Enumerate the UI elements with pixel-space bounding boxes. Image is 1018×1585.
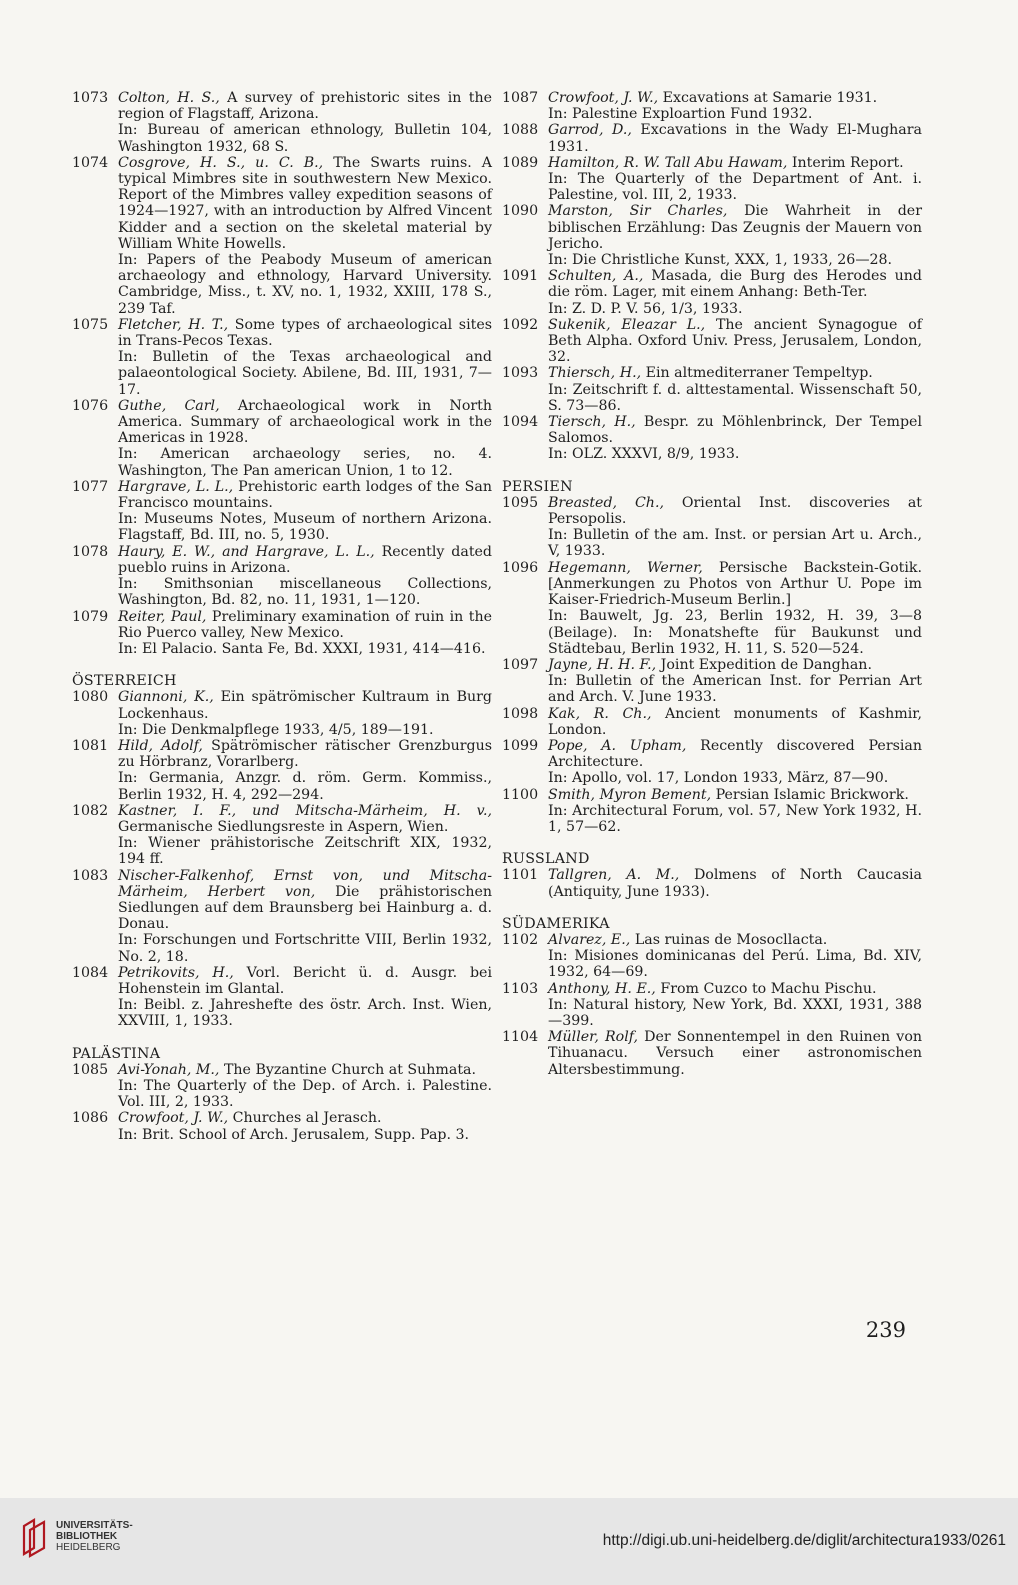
entry-source: In: Bulletin of the Texas archaeological and palaeontological Society. Abilene, Bd. III, 1931, 7—17. <box>118 349 492 398</box>
entry-authors: Hargrave, L. L., <box>118 478 234 495</box>
entry-title: Persian Islamic Brickwork. <box>715 786 909 803</box>
entry-authors: Müller, Rolf, <box>548 1029 639 1046</box>
entry-title: Interim Report. <box>791 154 904 171</box>
entry-number: 1090 <box>502 203 539 220</box>
bibliography-entry <box>502 657 922 706</box>
entry-number: 1082 <box>72 802 109 819</box>
entry-source: In: The Quarterly of the Dep. of Arch. i. Palestine. Vol. III, 2, 1933. <box>118 1077 492 1111</box>
entry-number: 1096 <box>502 559 539 576</box>
library-footer <box>0 1498 1018 1585</box>
entry-authors: Hegemann, Werner, <box>548 559 703 576</box>
bibliography-entry <box>502 787 922 836</box>
entry-authors: Avi-Yonah, M., <box>118 1061 220 1078</box>
entry-title: Ein spätrömischer Kultraum in Burg Lockenhaus. <box>118 689 492 722</box>
bibliography-entry <box>72 544 492 609</box>
entry-authors: Anthony, H. E., <box>548 980 656 997</box>
entry-title: From Cuzco to Machu Pischu. <box>660 980 877 997</box>
library-logo-icon <box>20 1518 50 1558</box>
entry-number: 1073 <box>72 90 109 106</box>
entry-source: In: American archaeology series, no. 4. Washington, The Pan american Union, 1 to 12. <box>118 446 492 479</box>
entry-source: In: Wiener prähistorische Zeitschrift XIX, 1932, 194 ff. <box>118 835 492 868</box>
entry-title: Joint Expedition de Danghan. <box>660 656 872 673</box>
entry-number: 1101 <box>502 867 539 884</box>
entry-number: 1097 <box>502 656 539 673</box>
entry-number: 1080 <box>72 689 109 706</box>
left-column <box>72 90 492 1143</box>
entry-title: The ancient Synagogue of Beth Alpha. Oxford Univ. Press, Jerusalem, London, 32. <box>548 316 922 366</box>
bibliography-entry <box>502 203 922 268</box>
entry-authors: Cosgrove, H. S., u. C. B., <box>118 154 324 171</box>
entry-authors: Thiersch, H., <box>548 365 642 382</box>
entry-authors: Breasted, Ch., <box>548 494 664 511</box>
entry-source: In: Papers of the Peabody Museum of american archaeology and ethnology, Harvard University. Cambridge, Miss., t. XV, no. 1, 1932, XXIII, 178 S., 239 Taf. <box>118 252 492 317</box>
entry-title: Preliminary examination of ruin in the Rio Puerco valley, New Mexico. <box>118 608 492 641</box>
entry-title: Germanische Siedlungsreste in Aspern, Wien. <box>118 818 449 835</box>
entry-number: 1087 <box>502 90 539 106</box>
entry-authors: Tiersch, H., <box>548 414 636 431</box>
source-url-link[interactable]: http://digi.ub.uni-heidelberg.de/diglit/architectura1933/0261 <box>602 1532 1006 1549</box>
entry-number: 1094 <box>502 414 539 431</box>
entry-source: In: The Quarterly of the Department of Ant. i. Palestine, vol. III, 2, 1933. <box>548 171 922 204</box>
bibliography-entry <box>72 689 492 738</box>
bibliography-entry <box>502 414 922 463</box>
entry-title: Excavations at Samarie 1931. <box>662 90 878 106</box>
entry-number: 1081 <box>72 737 109 754</box>
entry-authors: Hamilton, R. W. Tall Abu Hawam, <box>548 154 788 171</box>
entry-title: Recently discovered Persian Architecture. <box>548 737 923 771</box>
bibliography-entry <box>72 1062 492 1111</box>
entry-source: In: Museums Notes, Museum of northern Arizona. Flagstaff, Bd. III, no. 5, 1930. <box>118 511 492 544</box>
entry-authors: Fletcher, H. T., <box>118 316 229 333</box>
entry-source: In: Germania, Anzgr. d. röm. Germ. Kommiss., Berlin 1932, H. 4, 292—294. <box>118 770 492 803</box>
entry-authors: Garrod, D., <box>548 122 632 139</box>
entry-authors: Reiter, Paul, <box>118 608 207 625</box>
entry-authors: Smith, Myron Bement, <box>548 786 712 803</box>
entry-title: Dolmens of North Caucasia (Antiquity, June 1933). <box>548 867 922 900</box>
entry-authors: Haury, E. W., and Hargrave, L. L., <box>118 543 375 560</box>
bibliography-entry <box>502 268 922 317</box>
bibliography-entry <box>72 868 492 965</box>
section-heading: ÖSTERREICH <box>72 673 177 690</box>
entry-source: In: OLZ. XXXVI, 8/9, 1933. <box>548 446 740 463</box>
entry-authors: Petrikovits, H., <box>118 964 234 981</box>
entry-title: Churches al Jerasch. <box>232 1110 382 1127</box>
bibliography-entry <box>72 479 492 544</box>
entry-source: In: Palestine Exploartion Fund 1932. <box>548 106 813 123</box>
entry-number: 1084 <box>72 964 109 981</box>
entry-source: In: Bulletin of the am. Inst. or persian Art u. Arch., V, 1933. <box>548 527 922 560</box>
entry-authors: Hild, Adolf, <box>118 737 203 754</box>
entry-number: 1095 <box>502 494 539 511</box>
library-name-line1: UNIVERSITÄTS- <box>56 1520 133 1531</box>
entry-authors: Kak, R. Ch., <box>548 705 652 722</box>
entry-title: The Byzantine Church at Suhmata. <box>223 1061 477 1078</box>
entry-source: In: Apollo, vol. 17, London 1933, März, 87—90. <box>548 770 889 787</box>
bibliography-entry <box>72 803 492 868</box>
bibliography-entry <box>502 365 922 414</box>
entry-number: 1079 <box>72 608 109 625</box>
entry-title: Prehistoric earth lodges of the San Francisco mountains. <box>118 478 492 512</box>
entry-number: 1102 <box>502 931 539 948</box>
entry-source: In: Brit. School of Arch. Jerusalem, Supp. Pap. 3. <box>118 1126 470 1143</box>
entry-authors: Marston, Sir Charles, <box>548 203 728 220</box>
entry-number: 1078 <box>72 543 109 560</box>
entry-authors: Pope, A. Upham, <box>548 737 687 754</box>
entry-source: In: Z. D. P. V. 56, 1/3, 1933. <box>548 300 743 317</box>
bibliography-entry <box>72 965 492 1030</box>
library-name-line3: HEIDELBERG <box>56 1542 121 1553</box>
entry-title: Der Sonnentempel in den Ruinen von Tihuanacu. Versuch einer astronomischen Altersbestimmung. <box>548 1029 922 1078</box>
entry-source: In: Natural history, New York, Bd. XXXI, 1931, 388—399. <box>548 996 922 1029</box>
library-name-line2: BIBLIOTHEK <box>56 1531 118 1542</box>
entry-source: In: Beibl. z. Jahreshefte des östr. Arch. Inst. Wien, XXVIII, 1, 1933. <box>118 997 492 1030</box>
bibliography-entry <box>502 867 922 899</box>
entry-number: 1089 <box>502 154 539 171</box>
bibliography-entry <box>502 1029 922 1078</box>
bibliography-entry <box>72 609 492 658</box>
entry-title: A survey of prehistoric sites in the region of Flagstaff, Arizona. <box>118 90 492 123</box>
entry-source: In: Die Denkmalpflege 1933, 4/5, 189—191. <box>118 721 434 738</box>
entry-authors: Schulten, A., <box>548 268 644 285</box>
entry-title: Archaeological work in North America. Summary of archaeological work in the Americas in 1928. <box>118 397 492 447</box>
bibliography-entry <box>502 981 922 1030</box>
entry-number: 1076 <box>72 397 109 414</box>
entry-number: 1091 <box>502 268 539 285</box>
entry-number: 1083 <box>72 867 109 884</box>
entry-title: Las ruinas de Mosocllacta. <box>634 931 828 948</box>
entry-title: Oriental Inst. discoveries at Persopolis. <box>548 494 922 528</box>
section-heading: PERSIEN <box>502 478 573 495</box>
bibliography-entry <box>72 155 492 317</box>
library-name <box>56 1520 133 1553</box>
bibliography-entry <box>502 155 922 204</box>
entry-title: Die prähistorischen Siedlungen auf dem Braunsberg bei Hainburg a. d. Donau. <box>118 883 492 933</box>
bibliography-entry <box>72 317 492 398</box>
entry-authors: Jayne, H. H. F., <box>548 656 657 673</box>
entry-source: In: Bulletin of the American Inst. for Perrian Art and Arch. V. June 1933. <box>548 673 922 706</box>
entry-number: 1100 <box>502 786 539 803</box>
entry-source: In: El Palacio. Santa Fe, Bd. XXXI, 1931, 414—416. <box>118 640 486 657</box>
entry-title: Bespr. zu Möhlenbrinck, Der Tempel Salomos. <box>548 414 922 447</box>
entry-number: 1086 <box>72 1110 109 1127</box>
entry-title: Ancient monuments of Kashmir, London. <box>548 705 922 738</box>
entry-number: 1099 <box>502 737 539 754</box>
entry-number: 1075 <box>72 316 109 333</box>
entry-number: 1092 <box>502 316 539 333</box>
entry-title: Vorl. Bericht ü. d. Ausgr. bei Hohenstein im Glantal. <box>118 964 492 997</box>
bibliography-entry <box>502 90 922 122</box>
entry-title: Ein altmediterraner Tempeltyp. <box>645 365 873 382</box>
entry-source: In: Architectural Forum, vol. 57, New York 1932, H. 1, 57—62. <box>548 802 922 835</box>
entry-authors: Kastner, I. F., und Mitscha-Märheim, H. v., <box>118 802 492 819</box>
bibliography-entry <box>72 1110 492 1142</box>
entry-source: In: Misiones dominicanas del Perú. Lima, Bd. XIV, 1932, 64—69. <box>548 948 922 981</box>
entry-authors: Sukenik, Eleazar L., <box>548 316 706 333</box>
entry-source: In: Die Christliche Kunst, XXX, 1, 1933, 26—28. <box>548 252 893 269</box>
bibliography-entry <box>502 706 922 738</box>
entry-title: Persische Backstein-Gotik. [Anmerkungen zu Photos von Arthur U. Pope im Kaiser-Friedrich-Museum Berlin.] <box>548 559 923 609</box>
bibliography-entry <box>72 398 492 479</box>
bibliography-entry <box>72 738 492 803</box>
page-number: 239 <box>865 1318 906 1342</box>
section-heading: RUSSLAND <box>502 851 590 868</box>
bibliography-entry <box>502 560 922 657</box>
entry-title: Masada, die Burg des Herodes und die röm. Lager, mit einem Anhang: Beth-Ter. <box>548 268 922 301</box>
entry-number: 1074 <box>72 154 109 171</box>
bibliography-entry <box>502 317 922 366</box>
entry-title: Excavations in the Wady El-Mughara 1931. <box>548 122 923 155</box>
entry-source: In: Zeitschrift f. d. alttestamental. Wissenschaft 50, S. 73—86. <box>548 381 922 414</box>
entry-source: In: Bauwelt, Jg. 23, Berlin 1932, H. 39, 3—8 (Beilage). In: Monatshefte für Baukunst und Städtebau, Berlin 1932, H. 11, S. 520—524. <box>548 608 922 657</box>
entry-source: In: Smithsonian miscellaneous Collections, Washington, Bd. 82, no. 11, 1931, 1—120. <box>118 576 492 609</box>
entry-number: 1088 <box>502 122 539 139</box>
right-column <box>502 90 922 1078</box>
entry-authors: Crowfoot, J. W., <box>118 1110 229 1127</box>
entry-title: Die Wahrheit in der biblischen Erzählung: Das Zeugnis der Mauern von Jericho. <box>548 203 922 252</box>
section-heading: SÜDAMERIKA <box>502 915 610 932</box>
bibliography-entry <box>502 495 922 560</box>
entry-number: 1085 <box>72 1061 109 1078</box>
entry-number: 1104 <box>502 1029 539 1046</box>
entry-source: In: Bureau of american ethnology, Bulletin 104, Washington 1932, 68 S. <box>118 122 492 155</box>
entry-authors: Giannoni, K., <box>118 689 214 706</box>
bibliography-entry <box>502 122 922 154</box>
entry-title: Spätrömischer rätischer Grenzburgus zu Hörbranz, Vorarlberg. <box>118 737 492 771</box>
entry-authors: Tallgren, A. M., <box>548 867 680 884</box>
entry-title: The Swarts ruins. A typical Mimbres site in southwestern New Mexico. Report of the Mimbres valley expedition seasons of 1924—1927, with an introduction by Alfred Vincent Kidder and a section on the skeletal material by William White Howells. <box>118 154 492 252</box>
entry-title: Some types of archaeological sites in Trans-Pecos Texas. <box>118 316 492 350</box>
bibliography-entry <box>72 90 492 155</box>
entry-authors: Colton, H. S., <box>118 90 220 106</box>
bibliography-entry <box>502 932 922 981</box>
entry-title: Recently dated pueblo ruins in Arizona. <box>118 543 493 576</box>
entry-number: 1098 <box>502 705 539 722</box>
entry-authors: Nischer-Falkenhof, Ernst von, und Mitscha-Märheim, Herbert von, <box>118 867 492 900</box>
entry-authors: Crowfoot, J. W., <box>548 90 659 106</box>
entry-number: 1077 <box>72 478 109 495</box>
entry-number: 1093 <box>502 365 539 382</box>
entry-number: 1103 <box>502 980 539 997</box>
entry-authors: Guthe, Carl, <box>118 397 220 414</box>
entry-authors: Alvarez, E., <box>548 931 631 948</box>
section-heading: PALÄSTINA <box>72 1045 161 1062</box>
entry-source: In: Forschungen und Fortschritte VIII, Berlin 1932, No. 2, 18. <box>118 932 492 965</box>
bibliography-entry <box>502 738 922 787</box>
